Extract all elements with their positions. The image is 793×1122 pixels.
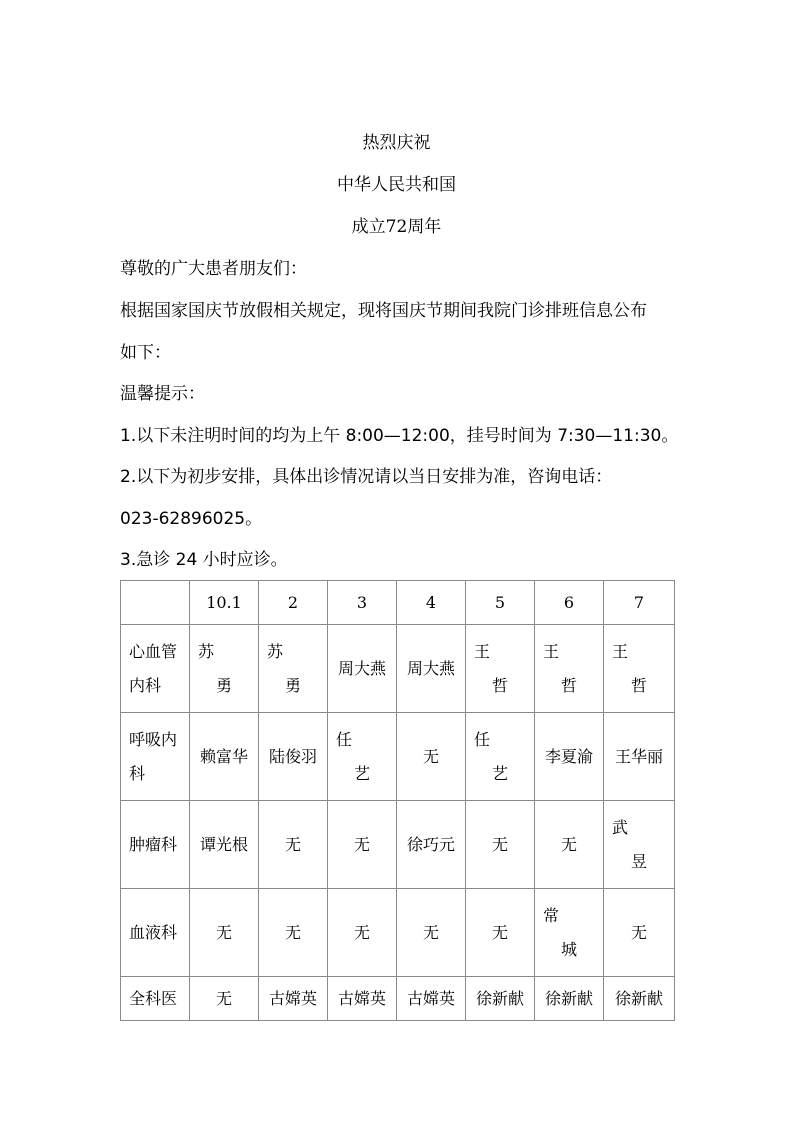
doctor-name: 无: [422, 746, 439, 766]
doctor-name: 无: [560, 834, 577, 854]
doctor-name: 徐新献: [544, 988, 593, 1008]
doctor-cell: [397, 889, 466, 977]
department-name-line: 呼吸内: [129, 729, 178, 749]
header-corner-cell: [121, 581, 190, 625]
doctor-cell: [466, 713, 535, 801]
doctor-name-part: 城: [560, 939, 577, 959]
doctor-name-part: 勇: [215, 675, 232, 695]
intro-line-2: 如下：: [120, 343, 171, 363]
doctor-name: 周大燕: [406, 658, 455, 678]
doctor-name-part: 艺: [353, 763, 370, 783]
doctor-cell: [397, 625, 466, 713]
doctor-name-part: 昱: [630, 851, 647, 871]
date-header-cell: 2: [259, 581, 328, 625]
doctor-name: 陆俊羽: [268, 746, 317, 766]
doctor-cell: [397, 713, 466, 801]
doctor-name: 古嫦英: [268, 988, 317, 1008]
doctor-name: 赖富华: [199, 746, 248, 766]
date-header-cell: 5: [466, 581, 535, 625]
date-header-cell: 3: [328, 581, 397, 625]
doctor-name-part: 苏: [267, 641, 284, 661]
heading-line-3-number: 72: [385, 217, 408, 237]
tip-2-line-2: 023-62896025。: [120, 509, 263, 529]
doctor-cell: [604, 889, 675, 977]
doctor-name-part: 王: [543, 641, 560, 661]
table-row: [121, 977, 675, 1021]
doctor-name-part: 哲: [630, 675, 647, 695]
doctor-cell: [328, 977, 397, 1021]
doctor-name: 无: [284, 922, 301, 942]
doctor-name: 谭光根: [199, 834, 248, 854]
table-row: [121, 801, 675, 889]
doctor-cell: [535, 889, 604, 977]
heading-line-3-prefix: 成立: [351, 217, 386, 237]
doctor-cell: [259, 625, 328, 713]
doctor-name-split: [466, 729, 534, 785]
doctor-name-part: 哲: [560, 675, 577, 695]
doctor-name: 周大燕: [337, 658, 386, 678]
tip-2-line-1: 2.以下为初步安排，具体出诊情况请以当日安排为准，咨询电话：: [120, 467, 613, 487]
doctor-name-part: 苏: [198, 641, 215, 661]
heading-line-3: [0, 216, 793, 238]
greeting: 尊敬的广大患者朋友们：: [120, 259, 307, 279]
doctor-name-split: [259, 641, 327, 697]
doctor-name: 徐新献: [614, 988, 663, 1008]
doctor-name: 无: [422, 922, 439, 942]
doctor-name-part: 王: [474, 641, 491, 661]
department-cell: [121, 713, 190, 801]
doctor-cell: [328, 625, 397, 713]
table-row: [121, 713, 675, 801]
doctor-cell: [466, 977, 535, 1021]
doctor-name-part: 勇: [284, 675, 301, 695]
doctor-cell: [190, 625, 259, 713]
doctor-cell: [604, 801, 675, 889]
doctor-cell: [328, 801, 397, 889]
doctor-name: 徐新献: [475, 988, 524, 1008]
date-header-cell: 10.1: [190, 581, 259, 625]
doctor-name: 徐巧元: [406, 834, 455, 854]
department-name-line: 血液科: [129, 922, 178, 942]
doctor-name-split: [604, 817, 674, 873]
doctor-name-part: 武: [612, 817, 629, 837]
doctor-name: 无: [353, 834, 370, 854]
department-cell: [121, 625, 190, 713]
doctor-cell: [259, 713, 328, 801]
doctor-name-split: [604, 641, 674, 697]
doctor-name-split: [466, 641, 534, 697]
tip-1: 1.以下未注明时间的均为上午 8:00—12:00，挂号时间为 7:30—11:30。: [120, 426, 679, 446]
doctor-cell: [397, 801, 466, 889]
doctor-cell: [397, 977, 466, 1021]
doctor-name: 无: [630, 922, 647, 942]
doctor-name-part: 常: [543, 905, 560, 925]
doctor-name: 古嫦英: [337, 988, 386, 1008]
doctor-cell: [259, 801, 328, 889]
doctor-name: 无: [215, 988, 232, 1008]
department-name-line: 全科医: [129, 988, 178, 1008]
department-name-line: 科: [129, 763, 146, 783]
doctor-cell: [328, 713, 397, 801]
table-header-row: [121, 581, 675, 625]
doctor-cell: [604, 625, 675, 713]
department-cell: [121, 889, 190, 977]
doctor-name-part: 哲: [491, 675, 508, 695]
department-name-line: 肿瘤科: [129, 834, 178, 854]
doctor-cell: [190, 889, 259, 977]
tips-title: 温馨提示：: [120, 384, 205, 404]
doctor-name: 无: [284, 834, 301, 854]
table-row: [121, 889, 675, 977]
date-header-cell: 7: [604, 581, 675, 625]
doctor-cell: [466, 625, 535, 713]
doctor-name-split: [328, 729, 396, 785]
doctor-cell: [466, 889, 535, 977]
doctor-cell: [190, 713, 259, 801]
doctor-name: 无: [491, 922, 508, 942]
doctor-cell: [604, 977, 675, 1021]
doctor-cell: [259, 977, 328, 1021]
doctor-name: 李夏渝: [544, 746, 593, 766]
department-name-line: 内科: [129, 675, 162, 695]
doctor-name: 无: [353, 922, 370, 942]
date-header-cell: 6: [535, 581, 604, 625]
department-name-line: 心血管: [129, 641, 178, 661]
doctor-cell: [190, 801, 259, 889]
heading-line-1: 热烈庆祝: [362, 133, 431, 153]
doctor-name-split: [535, 905, 603, 961]
doctor-name-part: 王: [612, 641, 629, 661]
doctor-name-part: 任: [336, 729, 353, 749]
doctor-cell: [259, 889, 328, 977]
doctor-name: 王华丽: [614, 746, 663, 766]
doctor-cell: [604, 713, 675, 801]
heading-line-2: 中华人民共和国: [337, 175, 456, 195]
doctor-cell: [466, 801, 535, 889]
doctor-cell: [535, 977, 604, 1021]
intro-line-1: 根据国家国庆节放假相关规定，现将国庆节期间我院门诊排班信息公布: [120, 301, 647, 321]
department-cell: [121, 801, 190, 889]
doctor-cell: [328, 889, 397, 977]
doctor-name: 无: [491, 834, 508, 854]
date-header-cell: 4: [397, 581, 466, 625]
doctor-cell: [535, 625, 604, 713]
table-row: [121, 625, 675, 713]
tip-3: 3.急诊 24 小时应诊。: [120, 550, 288, 570]
department-cell: [121, 977, 190, 1021]
doctor-cell: [190, 977, 259, 1021]
doctor-name-split: [535, 641, 603, 697]
doctor-cell: [535, 713, 604, 801]
doctor-name-part: 艺: [491, 763, 508, 783]
doctor-name-split: [190, 641, 258, 697]
doctor-name-part: 任: [474, 729, 491, 749]
schedule-table: [120, 580, 675, 1021]
doctor-name: 无: [215, 922, 232, 942]
doctor-name: 古嫦英: [406, 988, 455, 1008]
doctor-cell: [535, 801, 604, 889]
heading-line-3-suffix: 周年: [407, 217, 442, 237]
